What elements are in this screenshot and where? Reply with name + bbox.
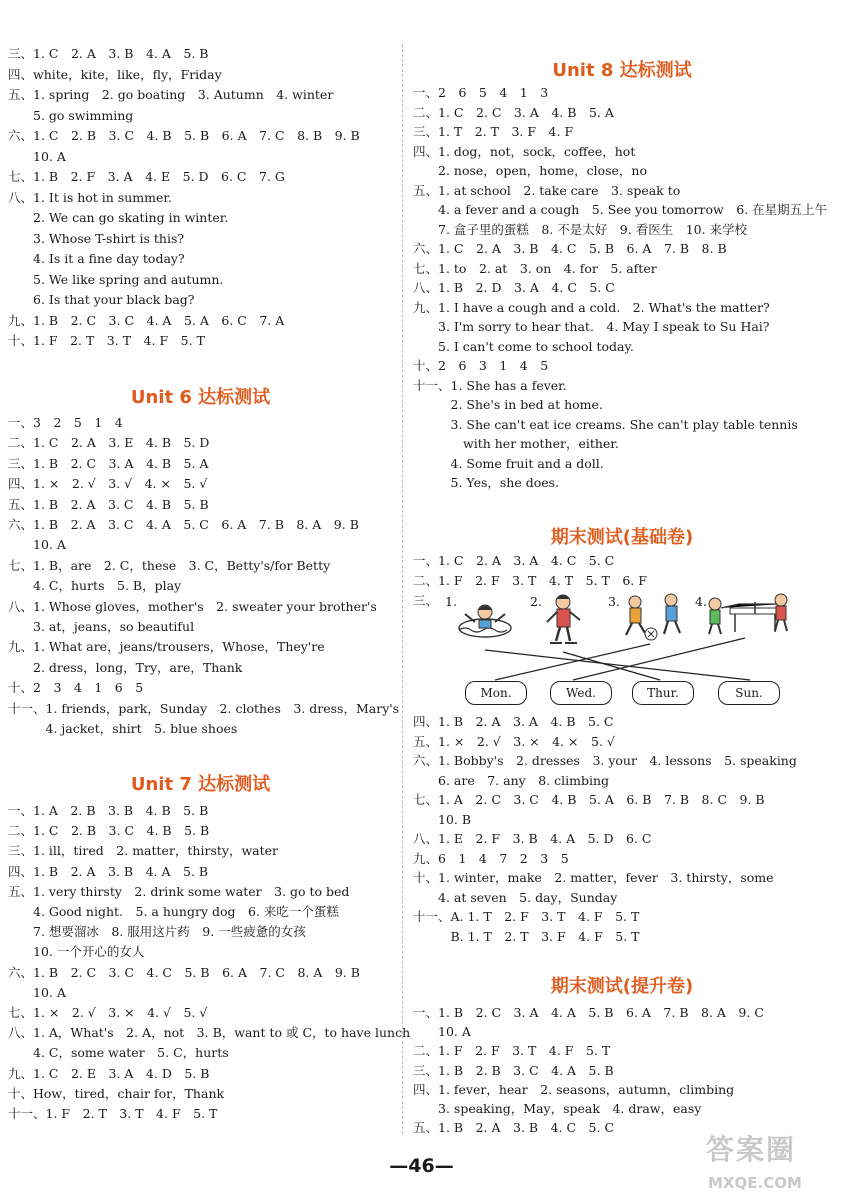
answer-line: 八、1. B 2. D 3. A 4. C 5. C	[413, 280, 615, 295]
page-number: —46—	[389, 1155, 454, 1177]
answer-line: 五、1. at school 2. take care 3. speak to	[413, 182, 681, 198]
answer-line: 十、2 3 4 1 6 5	[8, 680, 144, 696]
answer-line: 九、1. What are，jeans/trousers，Whose，They're	[8, 639, 325, 655]
watermark-logo	[700, 1128, 843, 1200]
day-box: Sun.	[718, 681, 780, 705]
day-box: Thur.	[632, 681, 694, 705]
answer-line: 十一、1. friends，park，Sunday 2. clothes 3. dress，Mary's	[8, 700, 400, 716]
answer-line: 3. at，jeans，so beautiful	[8, 619, 195, 634]
answer-line: 一、3 2 5 1 4	[8, 415, 123, 430]
answer-line: 7. 想要溜冰 8. 服用这片药 9. 一些疲惫的女孩	[8, 924, 306, 940]
answer-line: 4. C，some water 5. C，hurts	[8, 1045, 229, 1061]
answer-line: 九、1. B 2. C 3. C 4. A 5. A 6. C 7. A	[8, 312, 285, 328]
swimming-kid-picture	[459, 605, 511, 637]
answer-line: 十、1. F 2. T 3. T 4. F 5. T	[8, 333, 205, 348]
answer-line: 4. Good night. 5. a hungry dog 6. 来吃一个蛋糕	[8, 904, 339, 919]
answer-line: 十、How，tired，chair for，Thank	[8, 1085, 225, 1101]
answer-line: 八、1. E 2. F 3. B 4. A 5. D 6. C	[413, 831, 652, 846]
answer-line: 十一、1. She has a fever.	[413, 377, 567, 393]
answer-line: with her mother，either.	[413, 436, 619, 451]
answer-line: 4. a fever and a cough 5. See you tomorrow 6. 在星期五上午	[413, 202, 828, 217]
answer-line: 五、1. × 2. √ 3. × 4. × 5. √	[413, 733, 615, 749]
answer-line: 十一、A. 1. T 2. F 3. T 4. F 5. T	[413, 909, 640, 924]
answer-line: 六、1. C 2. A 3. B 4. C 5. B 6. A 7. B 8. B	[413, 241, 727, 256]
answer-line: 三、1. B 2. C 3. A 4. B 5. A	[8, 455, 209, 471]
answer-line: 三、1. T 2. T 3. F 4. F	[413, 124, 574, 139]
answer-line: 八、1. Whose gloves，mother's 2. sweater your brother's	[8, 598, 377, 614]
answer-line: 4. at seven 5. day，Sunday	[413, 889, 618, 905]
answer-line: 7. 盒子里的蛋糕 8. 不是太好 9. 看医生 10. 来学校	[413, 221, 748, 237]
day-box: Wed.	[550, 681, 612, 705]
answer-line: 九、1. C 2. E 3. A 4. D 5. B	[8, 1065, 210, 1081]
unit6-title: Unit 6 达标测试	[130, 387, 271, 408]
day-box: Mon.	[465, 681, 527, 705]
answer-line: 4. Is it a fine day today?	[8, 251, 185, 266]
table-tennis-kids-picture	[709, 594, 787, 634]
answer-line: 二、1. C 2. A 3. E 4. B 5. D	[8, 435, 210, 451]
answer-line: 八、1. It is hot in summer.	[8, 189, 172, 205]
answer-line: 十、2 6 3 1 4 5	[413, 358, 549, 373]
answer-line: 三、1. C 2. A 3. B 4. A 5. B	[8, 46, 209, 61]
answer-line: 2. dress，long，Try，are，Thank	[8, 659, 243, 675]
answer-line: 四、1. dog，not，sock，coffee，hot	[413, 143, 636, 159]
column-divider	[402, 44, 403, 1134]
answer-line: 五、1. spring 2. go boating 3. Autumn 4. winter	[8, 87, 334, 102]
watermark-text: 答案圈	[706, 1133, 797, 1166]
answer-line: 二、1. F 2. F 3. T 4. F 5. T	[413, 1043, 611, 1059]
answer-line: 五、1. B 2. A 3. C 4. B 5. B	[8, 496, 209, 512]
answer-line: 六、1. B 2. A 3. C 4. A 5. C 6. A 7. B 8. A 9. B	[8, 517, 359, 532]
answer-line: 六、1. B 2. C 3. C 4. C 5. B 6. A 7. C 8. A 9. B	[8, 964, 360, 980]
answer-line: 4. C，hurts 5. B，play	[8, 578, 182, 594]
answer-line: 一、1. A 2. B 3. B 4. B 5. B	[8, 803, 209, 818]
answer-line: 5. go swimming	[8, 107, 134, 123]
answer-line: 二、1. C 2. C 3. A 4. B 5. A	[413, 104, 614, 120]
answer-line: 九、6 1 4 7 2 3 5	[413, 850, 569, 866]
answer-line: 二、1. F 2. F 3. T 4. T 5. T 6. F	[413, 573, 647, 588]
answer-line: 3. Whose T-shirt is this?	[8, 230, 185, 246]
answer-line: 2. We can go skating in winter.	[8, 210, 229, 225]
answer-line: 三、1. ill，tired 2. matter，thirsty，water	[8, 843, 279, 859]
answer-line: 3. I'm sorry to hear that. 4. May I speak to Su Hai?	[413, 319, 770, 334]
answer-line: 6. Is that your black bag?	[8, 292, 195, 307]
answer-line: 五、1. B 2. A 3. B 4. C 5. C	[413, 1120, 615, 1136]
answer-line: 3. speaking，May，speak 4. draw，easy	[413, 1101, 702, 1116]
answer-line: 10. 一个开心的女人	[8, 944, 145, 960]
answer-line: 六、1. Bobby's 2. dresses 3. your 4. lessons 5. speaking	[413, 753, 797, 768]
answer-line: 10. B	[413, 811, 472, 827]
answer-line: 四、1. fever，hear 2. seasons，autumn，climbing	[413, 1081, 735, 1097]
answer-line: 九、1. I have a cough and a cold. 2. What's the matter?	[413, 299, 770, 315]
answer-line: 6. are 7. any 8. climbing	[413, 772, 609, 788]
answer-line: 4. jacket，shirt 5. blue shoes	[8, 721, 238, 736]
answer-line: 2. She's in bed at home.	[413, 397, 603, 412]
answer-line: 三、	[413, 593, 439, 608]
answer-line: 2. nose，open，home，close，no	[413, 163, 648, 178]
answer-line: 10. A	[413, 1024, 471, 1040]
watermark-url: MXQE.COM	[708, 1174, 802, 1192]
unit7-title: Unit 7 达标测试	[130, 774, 271, 795]
answer-line: 十、1. winter，make 2. matter，fever 3. thirsty，some	[413, 870, 774, 885]
figure-label: 2.	[530, 594, 542, 609]
answer-line: 七、1. B，are 2. C，these 3. C，Betty's/for Betty	[8, 557, 331, 573]
figure-label: 4.	[695, 594, 707, 609]
figure-label: 1.	[445, 594, 457, 609]
answer-line: 5. Yes，she does.	[413, 475, 560, 490]
answer-line: 10. A	[8, 537, 66, 553]
answer-line: 4. Some fruit and a doll.	[413, 455, 604, 471]
answer-line: 七、1. A 2. C 3. C 4. B 5. A 6. B 7. B 8. C 9. B	[413, 792, 765, 807]
answer-line: 六、1. C 2. B 3. C 4. B 5. B 6. A 7. C 8. B 9. B	[8, 128, 360, 143]
answer-line: 10. A	[8, 148, 66, 164]
answer-line: 七、1. B 2. F 3. A 4. E 5. D 6. C 7. G	[8, 169, 285, 184]
unit8-title: Unit 8 达标测试	[552, 60, 692, 81]
football-kids-picture	[626, 594, 680, 640]
answer-line: 一、1. C 2. A 3. A 4. C 5. C	[413, 553, 615, 568]
answer-line: 四、1. B 2. A 3. A 4. B 5. C	[413, 714, 614, 729]
answer-line: 四、white，kite，like，fly，Friday	[8, 66, 222, 82]
answer-line: 八、1. A，What's 2. A，not 3. B，want to 或 C，to have lunch	[8, 1025, 411, 1041]
answer-line: 七、1. × 2. √ 3. × 4. √ 5. √	[8, 1005, 208, 1020]
answer-line: 七、1. to 2. at 3. on 4. for 5. after	[413, 260, 657, 276]
skating-kid-picture	[547, 595, 580, 643]
matching-lines	[485, 638, 750, 680]
answer-line: 三、1. B 2. B 3. C 4. A 5. B	[413, 1062, 614, 1078]
answer-line: 十一、1. F 2. T 3. T 4. F 5. T	[8, 1106, 218, 1121]
answer-line: 一、1. B 2. C 3. A 4. A 5. B 6. A 7. B 8. A 9. C	[413, 1005, 764, 1020]
answer-line: 3. She can't eat ice creams. She can't play table tennis	[413, 416, 798, 432]
answer-line: B. 1. T 2. T 3. F 4. F 5. T	[413, 928, 640, 944]
figure-label: 3.	[608, 594, 620, 609]
answer-line: 5. I can't come to school today.	[413, 338, 634, 354]
answer-line: 五、1. very thirsty 2. drink some water 3. go to bed	[8, 883, 350, 899]
answer-line: 二、1. C 2. B 3. C 4. B 5. B	[8, 823, 210, 839]
answer-line: 四、1. × 2. √ 3. √ 4. × 5. √	[8, 476, 208, 492]
final-advanced-title: 期末测试(提升卷)	[550, 976, 694, 997]
answer-line: 10. A	[8, 984, 66, 1000]
final-basic-title: 期末测试(基础卷)	[550, 527, 694, 548]
answer-line: 四、1. B 2. A 3. B 4. A 5. B	[8, 863, 209, 879]
answer-line: 5. We like spring and autumn.	[8, 271, 224, 287]
answer-line: 一、2 6 5 4 1 3	[413, 85, 549, 100]
